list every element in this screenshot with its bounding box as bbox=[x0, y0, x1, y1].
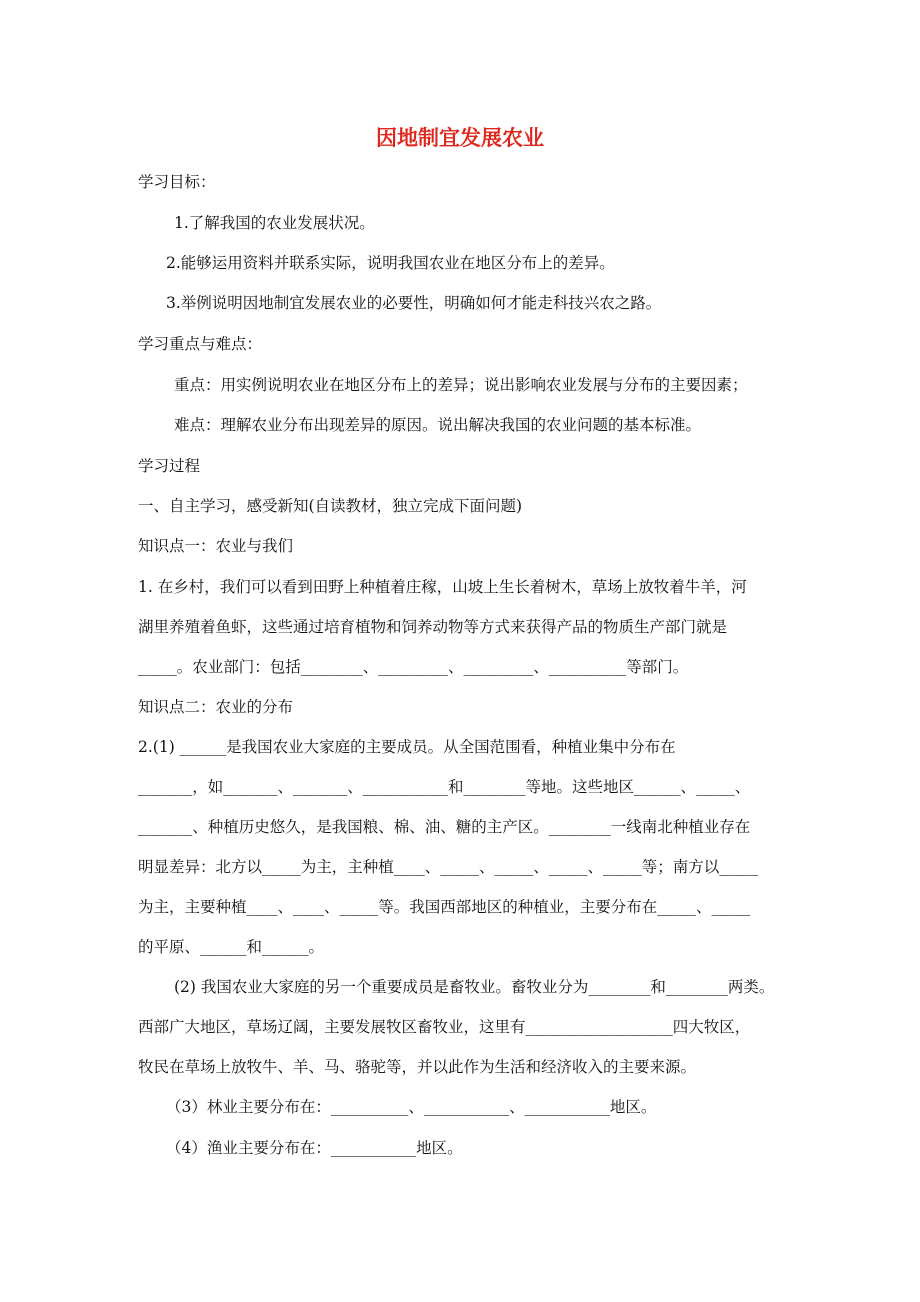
process-heading: 学习过程 bbox=[138, 457, 201, 475]
key-point: 重点：用实例说明农业在地区分布上的差异；说出影响农业发展与分布的主要因素； bbox=[174, 376, 748, 394]
kp2-q1-line: 2.(1) ______是我国农业大家庭的主要成员。从全国范围看，种植业集中分布在 bbox=[138, 738, 676, 756]
kp2-q2-line: 牧民在草场上放牧牛、羊、马、骆驼等，并以此作为生活和经济收入的主要来源。 bbox=[138, 1058, 697, 1076]
page-title: 因地制宜发展农业 bbox=[376, 126, 544, 150]
objective-item-3: 3.举例说明因地制宜发展农业的必要性，明确如何才能走科技兴农之路。 bbox=[166, 294, 662, 312]
knowledge-point-1-heading: 知识点一：农业与我们 bbox=[138, 537, 294, 555]
objectives-heading: 学习目标： bbox=[138, 173, 216, 191]
kp2-q1-line: _______，如_______、_______、___________和________等地。这些地区______、_____、 bbox=[138, 778, 751, 796]
difficult-point: 难点：理解农业分布出现差异的原因。说出解决我国的农业问题的基本标准。 bbox=[174, 416, 702, 434]
kp1-paragraph-line: 湖里养殖着鱼虾，这些通过培育植物和饲养动物等方式来获得产品的物质生产部门就是 bbox=[138, 618, 728, 636]
kp2-q1-line: 明显差异：北方以_____为主，主种植____、_____、_____、_____、_____等；南方以_____ bbox=[138, 858, 759, 876]
kp2-q1-line: _______、种植历史悠久，是我国粮、棉、油、糖的主产区。________一线南北种植业存在 bbox=[138, 818, 751, 836]
key-points-heading: 学习重点与难点： bbox=[138, 335, 263, 353]
kp2-q2-line: (2) 我国农业大家庭的另一个重要成员是畜牧业。畜牧业分为________和________两类。 bbox=[174, 978, 775, 996]
kp2-q2-line: 西部广大地区，草场辽阔，主要发展牧区畜牧业，这里有___________________四大牧区， bbox=[138, 1018, 751, 1036]
objective-item-1: 1.了解我国的农业发展状况。 bbox=[174, 214, 375, 232]
kp2-q1-line: 的平原、______和______。 bbox=[138, 938, 325, 956]
kp1-paragraph-line: 1. 在乡村，我们可以看到田野上种植着庄稼，山坡上生长着树木，草场上放牧着牛羊，河 bbox=[138, 578, 747, 596]
kp1-paragraph-line: _____。农业部门：包括________、_________、_________、__________等部门。 bbox=[138, 658, 689, 676]
knowledge-point-2-heading: 知识点二：农业的分布 bbox=[138, 698, 294, 716]
section-1-heading: 一、自主学习，感受新知(自读教材，独立完成下面问题) bbox=[138, 497, 523, 515]
kp2-q3-line: （3）林业主要分布在：__________、___________、___________地区。 bbox=[166, 1098, 657, 1116]
objective-item-2: 2.能够运用资料并联系实际，说明我国农业在地区分布上的差异。 bbox=[166, 254, 615, 272]
kp2-q4-line: （4）渔业主要分布在：___________地区。 bbox=[166, 1139, 463, 1157]
kp2-q1-line: 为主，主要种植____、____、_____等。我国西部地区的种植业，主要分布在_____、_____ bbox=[138, 898, 751, 916]
